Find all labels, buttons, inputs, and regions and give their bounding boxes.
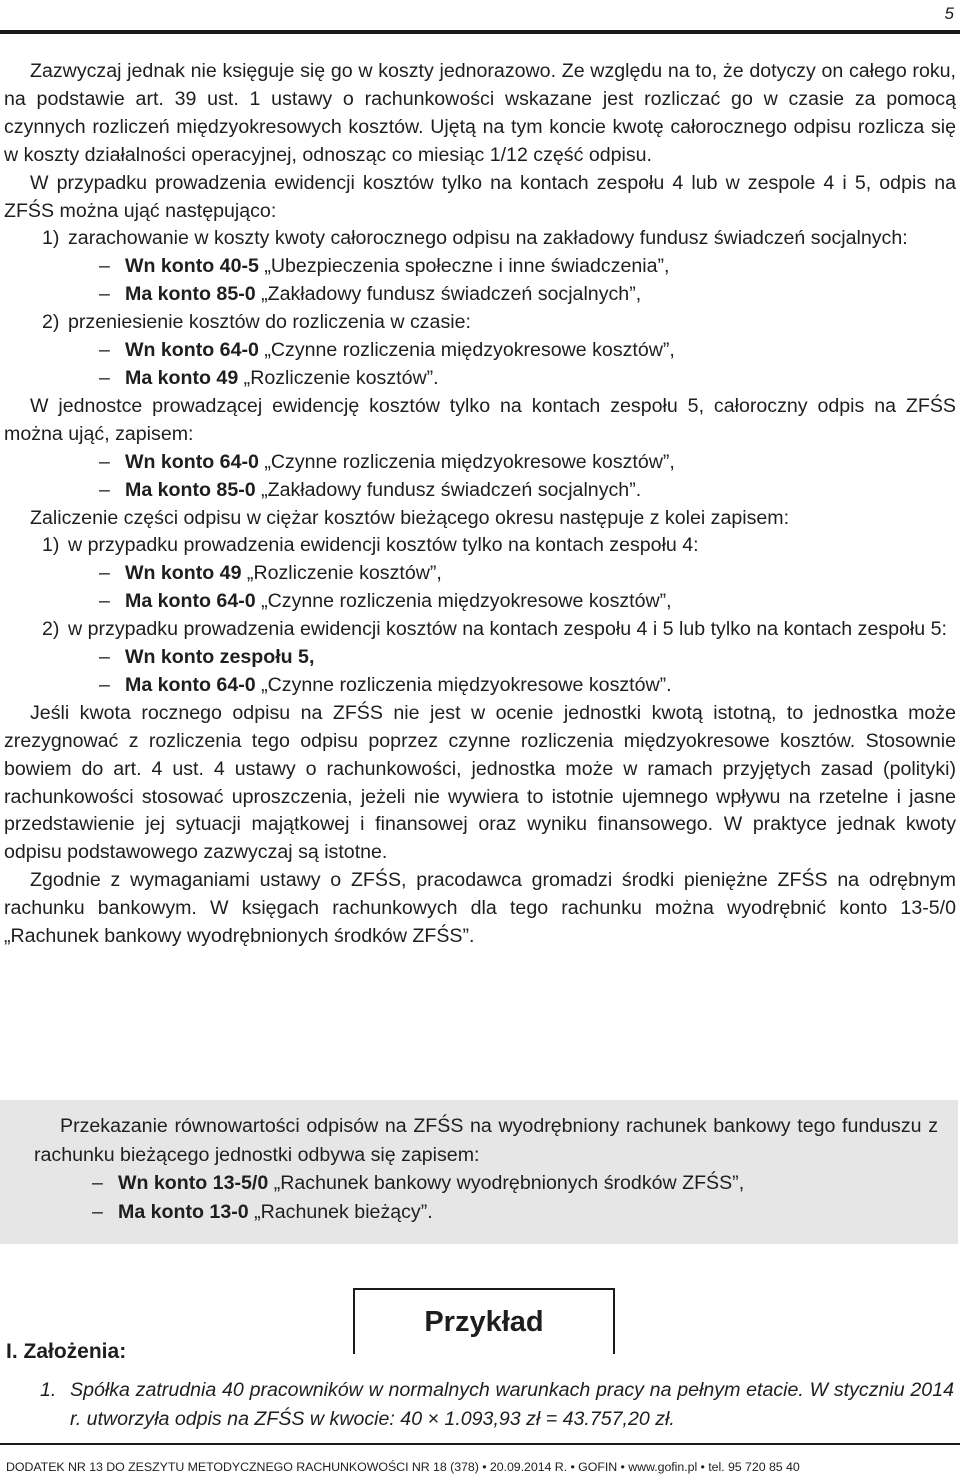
paragraph-4: Zaliczenie części odpisu w ciężar kosztów bieżącego okresu następuje z kolei zapisem: bbox=[30, 506, 790, 529]
booking-entry bbox=[4, 449, 956, 477]
item-text: w przypadku prowadzenia ewidencji kosztów tylko na kontach zespołu 4: bbox=[68, 534, 699, 557]
example-list bbox=[40, 1376, 954, 1433]
item-text: przeniesienie kosztów do rozliczenia w czasie: bbox=[68, 311, 471, 334]
booking-entry bbox=[4, 365, 956, 393]
list-item bbox=[4, 225, 956, 253]
paragraph-2: W przypadku prowadzenia ewidencji kosztów tylko na kontach zespołu 4 lub w zespole 4 i 5, odpis na ZFŚS można ująć następująco: bbox=[4, 171, 956, 222]
item-number: 1) bbox=[42, 534, 60, 557]
entry-account: Ma konto 85-0 bbox=[125, 478, 256, 501]
top-rule bbox=[0, 30, 960, 34]
item-text: w przypadku prowadzenia ewidencji kosztów na kontach zespołu 4 i 5 lub tylko na kontach zespołu 5: bbox=[68, 618, 947, 641]
list-item bbox=[40, 1376, 954, 1433]
booking-entry bbox=[4, 281, 956, 309]
item-number: 2) bbox=[42, 311, 60, 334]
list-item bbox=[4, 616, 956, 644]
entry-text: „Zakładowy fundusz świadczeń socjalnych”. bbox=[255, 478, 642, 501]
entry-account: Wn konto 49 bbox=[125, 562, 242, 585]
entry-text: „Czynne rozliczenia międzyokresowe kosztów”, bbox=[255, 590, 672, 613]
entry-account: Wn konto 40-5 bbox=[125, 255, 259, 278]
booking-entry bbox=[4, 337, 956, 365]
paragraph-3: W jednostce prowadzącej ewidencję kosztów tylko na kontach zespołu 5, całoroczny odpis na ZFŚS można ująć, zapisem: bbox=[4, 394, 956, 445]
dash-icon: – bbox=[99, 283, 110, 306]
paragraph-1: Zazwyczaj jednak nie księguje się go w koszty jednorazowo. Ze względu na to, że dotyczy on całego roku, na podstawie art. 39 ust. 1 ustawy o rachunkowości wskazane jest rozliczać go w czasie za pomocą czynnych rozliczeń międzyokresowych kosztów. Ujętą na tym koncie kwotę całorocznego odpisu rozlicza się w koszty działalności operacyjnej, odnosząc co miesiąc 1/12 część odpisu. bbox=[4, 60, 956, 166]
entry-account: Wn konto 64-0 bbox=[125, 450, 259, 473]
booking-entry bbox=[34, 1198, 938, 1227]
item-text: Spółka zatrudnia 40 pracowników w normalnych warunkach pracy na pełnym etacie. W styczniu 2014 r. utworzyła odpis na ZFŚS w kwocie: 40 × 1.093,93 zł = 43.757,20 zł. bbox=[70, 1379, 954, 1430]
entry-text: „Czynne rozliczenia międzyokresowe kosztów”, bbox=[258, 339, 675, 362]
booking-entry bbox=[4, 253, 956, 281]
section-heading: I. Założenia: bbox=[6, 1340, 127, 1363]
entry-text: „Zakładowy fundusz świadczeń socjalnych”, bbox=[255, 283, 642, 306]
paragraph-6: Zgodnie z wymaganiami ustawy o ZFŚS, pracodawca gromadzi środki pieniężne ZFŚS na odrębnym rachunku bankowym. W księgach rachunkowych dla tego rachunku można wyodrębnić konto 13-5/0 „Rachunek bankowy wyodrębnionych środków ZFŚS”. bbox=[4, 869, 956, 948]
dash-icon: – bbox=[99, 646, 110, 669]
entry-text: „Ubezpieczenia społeczne i inne świadczenia”, bbox=[258, 255, 670, 278]
entry-account: Ma konto 64-0 bbox=[125, 673, 256, 696]
dash-icon: – bbox=[99, 366, 110, 389]
entry-account: Ma konto 49 bbox=[125, 366, 239, 389]
booking-entry bbox=[4, 644, 956, 672]
dash-icon: – bbox=[99, 562, 110, 585]
highlight-text: Przekazanie równowartości odpisów na ZFŚS na wyodrębniony rachunek bankowy tego funduszu z rachunku bieżącego jednostki odbywa się zapisem: bbox=[34, 1115, 938, 1166]
highlight-box bbox=[0, 1100, 958, 1244]
item-number: 2) bbox=[42, 618, 60, 641]
dash-icon: – bbox=[99, 673, 110, 696]
entry-text: „Czynne rozliczenia międzyokresowe kosztów”. bbox=[255, 673, 672, 696]
bottom-rule bbox=[0, 1443, 960, 1445]
entry-text: „Czynne rozliczenia międzyokresowe kosztów”, bbox=[258, 450, 675, 473]
paragraph-5: Jeśli kwota rocznego odpisu na ZFŚS nie jest w ocenie jednostki kwotą istotną, to jednostka może zrezygnować z rozliczenia tego odpisu poprzez czynne rozliczenia międzyokresowe kosztów. Stosownie bowiem do art. 4 ust. 4 ustawy o rachunkowości, jednostka może w ramach przyjętych zasad (polityki) rachunkowości stosować uproszczenia, jeżeli nie wywiera to istotnie ujemnego wpływu na rzetelne i jasne przedstawienie jej sytuacji majątkowej i finansowej oraz wyniku finansowego. W praktyce jednak kwoty odpisu podstawowego zazwyczaj są istotne. bbox=[4, 701, 956, 864]
dash-icon: – bbox=[92, 1172, 103, 1194]
entry-account: Wn konto 64-0 bbox=[125, 339, 259, 362]
entry-account: Ma konto 13-0 bbox=[118, 1200, 249, 1223]
list-item bbox=[4, 309, 956, 337]
booking-entry bbox=[4, 588, 956, 616]
booking-entry bbox=[34, 1169, 938, 1198]
dash-icon: – bbox=[99, 590, 110, 613]
item-number: 1. bbox=[40, 1379, 57, 1401]
dash-icon: – bbox=[99, 450, 110, 473]
booking-entry bbox=[4, 477, 956, 505]
entry-account: Wn konto zespołu 5, bbox=[125, 646, 315, 669]
example-title: Przykład bbox=[353, 1288, 615, 1354]
entry-account: Ma konto 85-0 bbox=[125, 283, 256, 306]
entry-account: Ma konto 64-0 bbox=[125, 590, 256, 613]
article-body bbox=[4, 58, 956, 951]
entry-text: „Rachunek bieżący”. bbox=[248, 1200, 433, 1223]
entry-text: „Rachunek bankowy wyodrębnionych środków ZFŚS”, bbox=[268, 1172, 745, 1194]
booking-entry bbox=[4, 560, 956, 588]
item-number: 1) bbox=[42, 227, 60, 250]
dash-icon: – bbox=[99, 255, 110, 278]
footer: DODATEK NR 13 DO ZESZYTU METODYCZNEGO RACHUNKOWOŚCI NR 18 (378) • 20.09.2014 R. • GOFIN • www.gofin.pl • tel. 95 720 85 40 bbox=[6, 1460, 800, 1474]
list-item bbox=[4, 532, 956, 560]
booking-entry bbox=[4, 672, 956, 700]
page-number: 5 bbox=[944, 4, 954, 23]
entry-account: Wn konto 13-5/0 bbox=[118, 1172, 269, 1194]
dash-icon: – bbox=[92, 1200, 103, 1223]
item-text: zarachowanie w koszty kwoty całorocznego odpisu na zakładowy fundusz świadczeń socjalnych: bbox=[68, 227, 908, 250]
dash-icon: – bbox=[99, 339, 110, 362]
dash-icon: – bbox=[99, 478, 110, 501]
entry-text: „Rozliczenie kosztów”, bbox=[241, 562, 442, 585]
entry-text: „Rozliczenie kosztów”. bbox=[238, 366, 439, 389]
